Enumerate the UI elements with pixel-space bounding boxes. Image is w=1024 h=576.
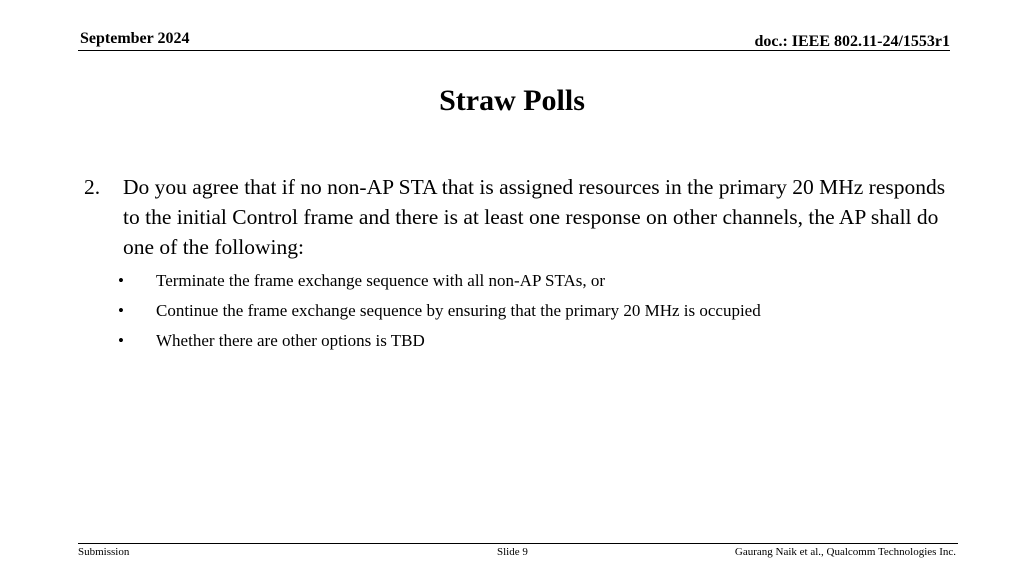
question-text: Do you agree that if no non-AP STA that is assigned resources in the primary 20 MHz responds to the initial Control frame and there is at least one response on other channels, the AP shall do one of the following: bbox=[123, 175, 946, 259]
straw-poll-question bbox=[84, 172, 964, 262]
option-item bbox=[84, 296, 964, 326]
question-number: 2. bbox=[84, 175, 101, 199]
option-item bbox=[84, 326, 964, 356]
slide-title: Straw Polls bbox=[439, 84, 585, 117]
option-text: Terminate the frame exchange sequence with all non-AP STAs, or bbox=[156, 271, 606, 290]
footer-divider bbox=[78, 543, 958, 544]
header-doc-id: doc.: IEEE 802.11-24/1553r1 bbox=[754, 33, 950, 50]
footer-submission: Submission bbox=[78, 546, 130, 558]
footer-slide-number: Slide 9 bbox=[497, 546, 528, 558]
bullet-icon: • bbox=[118, 271, 124, 290]
slide-body bbox=[84, 172, 964, 356]
bullet-icon: • bbox=[118, 331, 124, 350]
option-text: Continue the frame exchange sequence by ensuring that the primary 20 MHz is occupied bbox=[156, 301, 761, 320]
header-divider bbox=[78, 50, 950, 51]
option-text: Whether there are other options is TBD bbox=[156, 331, 425, 350]
option-list bbox=[84, 266, 964, 356]
bullet-icon: • bbox=[118, 301, 124, 320]
option-item bbox=[84, 266, 964, 296]
footer-authors: Gaurang Naik et al., Qualcomm Technologies Inc. bbox=[734, 546, 956, 558]
header-date: September 2024 bbox=[80, 30, 190, 47]
